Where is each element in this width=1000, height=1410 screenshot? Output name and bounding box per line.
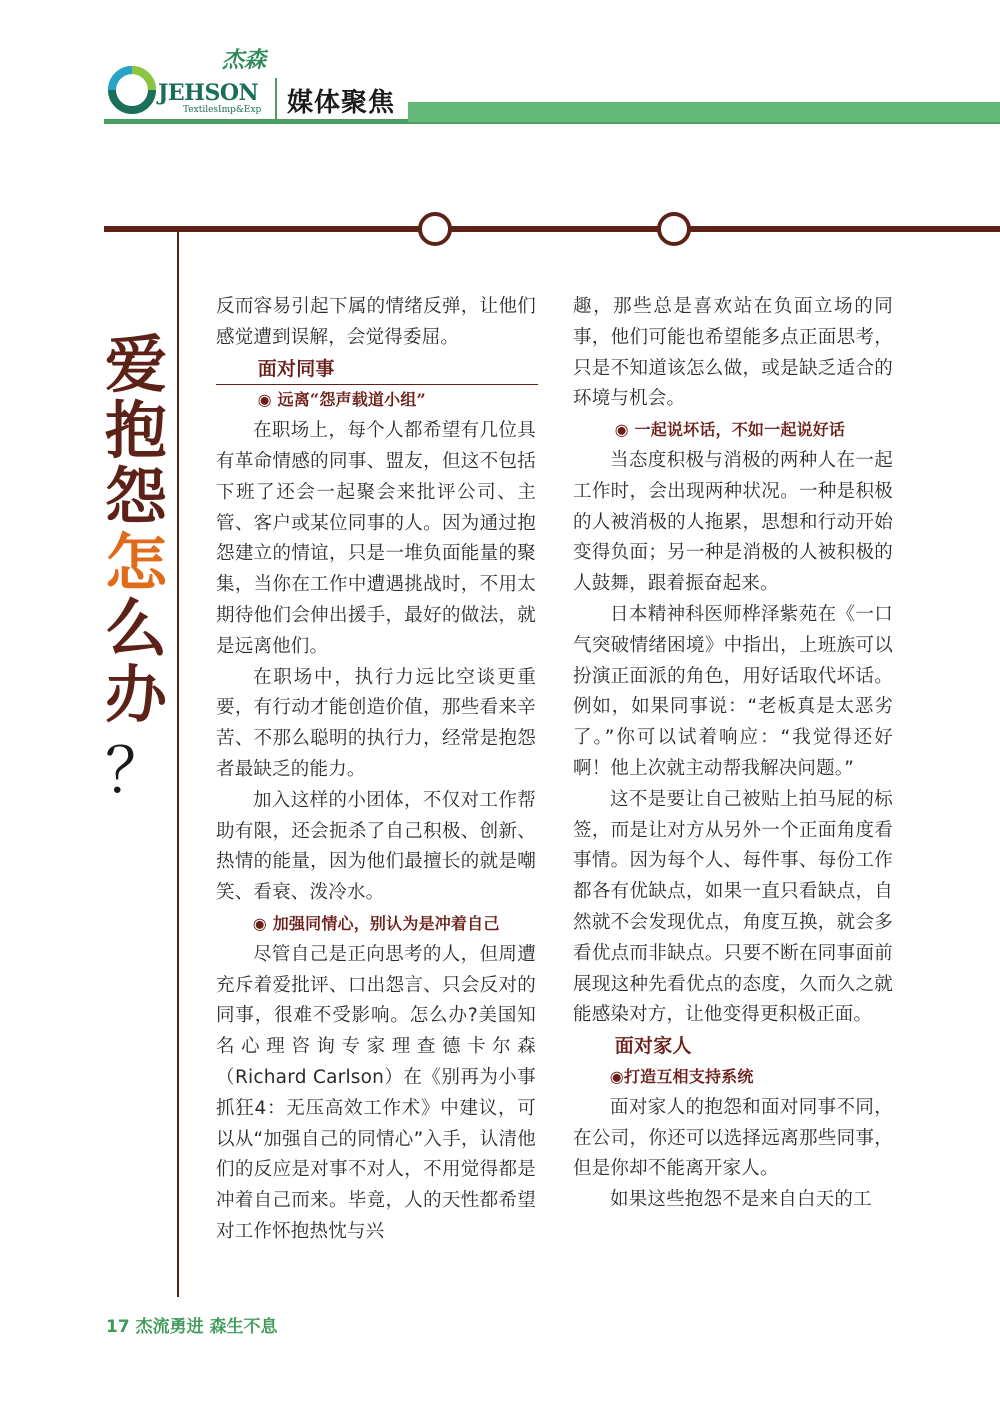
title-char: 爱	[104, 328, 167, 401]
paragraph: 加入这样的小团体，不仅对工作帮助有限，还会扼杀了自己积极、创新、热情的能量，因为他们最擅长的就是嘲笑、看衰、泼冷水。	[216, 789, 536, 904]
bullet-heading: ◉ 一起说坏话，不如一起说好话	[614, 420, 846, 440]
brand-name: JEHSON	[158, 80, 259, 106]
subheading-colleagues: 面对同事	[216, 354, 538, 386]
ring-ornament	[418, 212, 452, 246]
paragraph: 当态度积极与消极的两种人在一起工作时，会出现两种状况。一种是积极的人被消极的人拖累，思想和行动开始变得负面；另一种是消极的人被积极的人鼓舞，跟着振奋起来。	[573, 449, 893, 595]
title-char: 怨	[104, 460, 167, 533]
header-band	[408, 102, 1000, 122]
paragraph: 尽管自己是正向思考的人，但周遭充斥着爱批评、口出怨言、只会反对的同事，很难不受影响。怎么办?美国知名心理咨询专家理查德卡尔森（Richard Carlson）在《别再为小事抓狂4：无压高效工作术》中建议，可以从“加强自己的同情心”入手，认清他们的反应是对事不对人，不用觉得都是冲着自己而来。毕竟，人的天性都希望对工作怀抱热忱与兴	[216, 943, 536, 1242]
paragraph: 反而容易引起下属的情绪反弹，让他们感觉遭到误解，会觉得委屈。	[216, 296, 536, 348]
paragraph: 趣，那些总是喜欢站在负面立场的同事，他们可能也希望能多点正面思考，只是不知道该怎么做，或是缺乏适合的环境与机会。	[573, 296, 893, 410]
section-title: 媒体聚焦	[287, 88, 396, 118]
title-question-mark: ？	[104, 734, 167, 807]
bullet-heading: ◉打造互相支持系统	[609, 1066, 754, 1086]
article-title	[100, 328, 172, 807]
ring-ornament	[657, 212, 691, 246]
paragraph: 在职场上，每个人都希望有几位具有革命情感的同事、盟友，但这不包括下班了还会一起聚会来批评公司、主管、客户或某位同事的人。因为通过抱怨建立的情谊，只是一堆负面能量的聚集，当你在工作中遭遇挑战时，不用太期待他们会伸出援手，最好的做法，就是远离他们。	[216, 420, 536, 657]
subheading-family: 面对家人	[614, 1035, 692, 1058]
title-char: 办	[104, 658, 167, 731]
bullet-heading: ◉ 加强同情心，别认为是冲着自己	[252, 913, 500, 933]
vertical-rule	[177, 229, 179, 1297]
bullet-heading: ◉ 远离“怨声载道小组”	[257, 390, 426, 410]
jehson-logo-icon	[108, 66, 156, 114]
brand-calligraphy: 杰森	[222, 47, 267, 73]
title-char-highlight: 怎	[104, 526, 167, 599]
page-footer: 17 杰流勇进 森生不息	[106, 1317, 278, 1337]
paragraph: 日本精神科医师桦泽紫苑在《一口气突破情绪困境》中指出，上班族可以扮演正面派的角色，用好话取代坏话。例如，如果同事说：“老板真是太恶劣了。”你可以试着响应：“我觉得还好啊！他上次就主动帮我解决问题。”	[573, 603, 893, 779]
paragraph: 如果这些抱怨不是来自白天的工	[610, 1189, 872, 1211]
title-char: 抱	[104, 394, 167, 467]
brand-subtitle: TextilesImp&Exp	[183, 105, 262, 115]
paragraph: 在职场中，执行力远比空谈更重要，有行动才能创造价值，那些看来辛苦、不那么聪明的执行力，经常是抱怨者最缺乏的能力。	[216, 666, 536, 780]
title-char: 么	[104, 592, 167, 665]
left-column	[216, 292, 536, 1248]
header-separator	[275, 78, 277, 120]
paragraph: 这不是要让自己被贴上拍马屁的标签，而是让对方从另外一个正面角度看事情。因为每个人、每件事、每份工作都各有优缺点，如果一直只看缺点，自然就不会发现优点，角度互换，就会多看优点而非缺点。只要不断在同事面前展现这种先看优点的态度，久而久之就能感染对方，让他变得更积极正面。	[573, 788, 893, 1026]
paragraph: 面对家人的抱怨和面对同事不同，在公司，你还可以选择远离那些同事，但是你却不能离开家人。	[573, 1096, 893, 1180]
right-column	[573, 292, 893, 1216]
top-rule	[104, 226, 1000, 232]
